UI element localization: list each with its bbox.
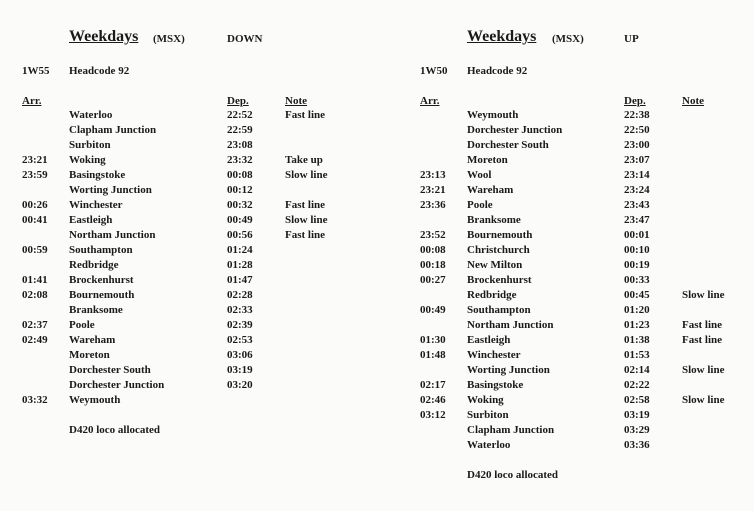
station-name: Moreton xyxy=(69,349,110,361)
arrival-time: 02:17 xyxy=(420,379,446,391)
arrival-time: 02:37 xyxy=(22,319,48,331)
table-row xyxy=(400,198,754,213)
table-row xyxy=(400,258,754,273)
table-row xyxy=(0,273,377,288)
table-row xyxy=(0,258,377,273)
arrival-time: 01:30 xyxy=(420,334,446,346)
station-name: Wareham xyxy=(69,334,116,346)
station-name: New Milton xyxy=(467,259,523,271)
arrival-time: 23:21 xyxy=(420,184,446,196)
note: Fast line xyxy=(682,334,723,346)
departure-time: 00:49 xyxy=(227,214,253,226)
station-name: Clapham Junction xyxy=(467,424,555,436)
arrival-time: 23:13 xyxy=(420,169,446,181)
arrival-time: 00:08 xyxy=(420,244,446,256)
table-row xyxy=(400,183,754,198)
up-title: Weekdays xyxy=(467,28,537,45)
station-name: Moreton xyxy=(467,154,508,166)
departure-time: 23:24 xyxy=(624,184,650,196)
station-name: Surbiton xyxy=(69,139,111,151)
down-rows xyxy=(0,108,377,408)
table-row xyxy=(400,423,754,438)
table-row xyxy=(400,333,754,348)
note: Take up xyxy=(285,154,323,166)
table-row xyxy=(400,213,754,228)
station-name: Dorchester South xyxy=(467,139,549,151)
station-name: Wool xyxy=(467,169,492,181)
station-name: Worting Junction xyxy=(69,184,152,196)
down-col-note: Note xyxy=(285,95,307,107)
table-row xyxy=(0,228,377,243)
up-rows xyxy=(400,108,754,453)
down-title: Weekdays xyxy=(69,28,139,45)
departure-time: 03:20 xyxy=(227,379,253,391)
arrival-time: 23:21 xyxy=(22,154,48,166)
departure-time: 03:36 xyxy=(624,439,650,451)
arrival-time: 00:26 xyxy=(22,199,48,211)
up-train-code: 1W50 xyxy=(420,65,448,77)
table-row xyxy=(0,168,377,183)
departure-time: 22:38 xyxy=(624,109,650,121)
departure-time: 03:29 xyxy=(624,424,650,436)
departure-time: 03:19 xyxy=(227,364,253,376)
table-row xyxy=(400,363,754,378)
arrival-time: 23:59 xyxy=(22,169,48,181)
up-timetable xyxy=(400,0,754,511)
arrival-time: 00:49 xyxy=(420,304,446,316)
station-name: Redbridge xyxy=(467,289,517,301)
station-name: Woking xyxy=(69,154,106,166)
table-row xyxy=(0,378,377,393)
departure-time: 23:00 xyxy=(624,139,650,151)
departure-time: 00:45 xyxy=(624,289,650,301)
station-name: Eastleigh xyxy=(467,334,511,346)
note: Fast line xyxy=(285,229,326,241)
up-headcode: Headcode 92 xyxy=(467,65,528,77)
note: Slow line xyxy=(682,394,725,406)
arrival-time: 02:49 xyxy=(22,334,48,346)
departure-time: 01:28 xyxy=(227,259,253,271)
station-name: Redbridge xyxy=(69,259,119,271)
table-row xyxy=(400,108,754,123)
table-row xyxy=(400,138,754,153)
up-col-arr: Arr. xyxy=(420,95,440,107)
departure-time: 01:23 xyxy=(624,319,650,331)
note: Slow line xyxy=(682,364,725,376)
down-direction: DOWN xyxy=(227,33,263,45)
table-row xyxy=(400,273,754,288)
station-name: Southampton xyxy=(69,244,133,256)
station-name: Northam Junction xyxy=(69,229,156,241)
up-col-dep: Dep. xyxy=(624,95,646,107)
up-qualifier: (MSX) xyxy=(552,33,584,45)
departure-time: 01:53 xyxy=(624,349,650,361)
departure-time: 00:32 xyxy=(227,199,253,211)
arrival-time: 03:12 xyxy=(420,409,446,421)
arrival-time: 23:52 xyxy=(420,229,446,241)
note: Fast line xyxy=(682,319,723,331)
table-row xyxy=(400,318,754,333)
station-name: Weymouth xyxy=(69,394,121,406)
departure-time: 00:19 xyxy=(624,259,650,271)
table-row xyxy=(0,333,377,348)
station-name: Wareham xyxy=(467,184,514,196)
table-row xyxy=(0,348,377,363)
table-row xyxy=(0,123,377,138)
down-footer: D420 loco allocated xyxy=(69,424,161,436)
station-name: Brockenhurst xyxy=(467,274,532,286)
table-row xyxy=(0,198,377,213)
departure-time: 23:43 xyxy=(624,199,650,211)
table-row xyxy=(0,393,377,408)
station-name: Winchester xyxy=(467,349,521,361)
table-row xyxy=(0,243,377,258)
arrival-time: 01:48 xyxy=(420,349,446,361)
departure-time: 23:32 xyxy=(227,154,253,166)
arrival-time: 00:18 xyxy=(420,259,446,271)
departure-time: 22:52 xyxy=(227,109,253,121)
departure-time: 01:47 xyxy=(227,274,253,286)
departure-time: 03:06 xyxy=(227,349,253,361)
up-col-note: Note xyxy=(682,95,704,107)
departure-time: 00:56 xyxy=(227,229,253,241)
station-name: Woking xyxy=(467,394,504,406)
station-name: Basingstoke xyxy=(467,379,524,391)
station-name: Christchurch xyxy=(467,244,530,256)
table-row xyxy=(0,153,377,168)
departure-time: 03:19 xyxy=(624,409,650,421)
departure-time: 00:08 xyxy=(227,169,253,181)
table-row xyxy=(400,228,754,243)
departure-time: 00:33 xyxy=(624,274,650,286)
station-name: Branksome xyxy=(69,304,123,316)
table-row xyxy=(0,363,377,378)
departure-time: 23:07 xyxy=(624,154,650,166)
station-name: Weymouth xyxy=(467,109,519,121)
table-row xyxy=(400,288,754,303)
table-row xyxy=(0,138,377,153)
station-name: Waterloo xyxy=(467,439,511,451)
departure-time: 02:58 xyxy=(624,394,650,406)
station-name: Dorchester South xyxy=(69,364,151,376)
arrival-time: 03:32 xyxy=(22,394,48,406)
down-headcode: Headcode 92 xyxy=(69,65,130,77)
table-row xyxy=(400,378,754,393)
table-row xyxy=(400,348,754,363)
down-qualifier: (MSX) xyxy=(153,33,185,45)
departure-time: 01:38 xyxy=(624,334,650,346)
departure-time: 00:01 xyxy=(624,229,650,241)
departure-time: 22:50 xyxy=(624,124,650,136)
table-row xyxy=(400,303,754,318)
station-name: Branksome xyxy=(467,214,521,226)
arrival-time: 02:08 xyxy=(22,289,48,301)
arrival-time: 00:27 xyxy=(420,274,446,286)
note: Slow line xyxy=(285,169,328,181)
departure-time: 02:28 xyxy=(227,289,253,301)
departure-time: 01:24 xyxy=(227,244,253,256)
departure-time: 02:39 xyxy=(227,319,253,331)
station-name: Clapham Junction xyxy=(69,124,157,136)
table-row xyxy=(400,168,754,183)
departure-time: 23:14 xyxy=(624,169,650,181)
table-row xyxy=(0,303,377,318)
down-train-code: 1W55 xyxy=(22,65,50,77)
station-name: Waterloo xyxy=(69,109,113,121)
departure-time: 02:53 xyxy=(227,334,253,346)
note: Slow line xyxy=(682,289,725,301)
departure-time: 01:20 xyxy=(624,304,650,316)
station-name: Bournemouth xyxy=(69,289,135,301)
departure-time: 00:10 xyxy=(624,244,650,256)
table-row xyxy=(400,153,754,168)
table-row xyxy=(400,243,754,258)
table-row xyxy=(400,438,754,453)
up-direction: UP xyxy=(624,33,639,45)
note: Fast line xyxy=(285,109,326,121)
arrival-time: 00:59 xyxy=(22,244,48,256)
departure-time: 02:14 xyxy=(624,364,650,376)
table-row xyxy=(400,408,754,423)
table-row xyxy=(0,183,377,198)
down-col-arr: Arr. xyxy=(22,95,42,107)
station-name: Eastleigh xyxy=(69,214,113,226)
table-row xyxy=(0,318,377,333)
station-name: Dorchester Junction xyxy=(467,124,563,136)
arrival-time: 02:46 xyxy=(420,394,446,406)
note: Slow line xyxy=(285,214,328,226)
table-row xyxy=(0,288,377,303)
station-name: Poole xyxy=(69,319,95,331)
down-col-dep: Dep. xyxy=(227,95,249,107)
arrival-time: 01:41 xyxy=(22,274,48,286)
station-name: Bournemouth xyxy=(467,229,533,241)
note: Fast line xyxy=(285,199,326,211)
station-name: Surbiton xyxy=(467,409,509,421)
station-name: Poole xyxy=(467,199,493,211)
arrival-time: 00:41 xyxy=(22,214,48,226)
departure-time: 00:12 xyxy=(227,184,253,196)
table-row xyxy=(0,213,377,228)
station-name: Basingstoke xyxy=(69,169,126,181)
station-name: Brockenhurst xyxy=(69,274,134,286)
station-name: Southampton xyxy=(467,304,531,316)
arrival-time: 23:36 xyxy=(420,199,446,211)
table-row xyxy=(400,393,754,408)
station-name: Northam Junction xyxy=(467,319,554,331)
departure-time: 23:08 xyxy=(227,139,253,151)
departure-time: 23:47 xyxy=(624,214,650,226)
station-name: Dorchester Junction xyxy=(69,379,165,391)
departure-time: 02:33 xyxy=(227,304,253,316)
station-name: Winchester xyxy=(69,199,123,211)
departure-time: 02:22 xyxy=(624,379,650,391)
table-row xyxy=(0,108,377,123)
table-row xyxy=(400,123,754,138)
departure-time: 22:59 xyxy=(227,124,253,136)
up-footer: D420 loco allocated xyxy=(467,469,559,481)
station-name: Worting Junction xyxy=(467,364,550,376)
